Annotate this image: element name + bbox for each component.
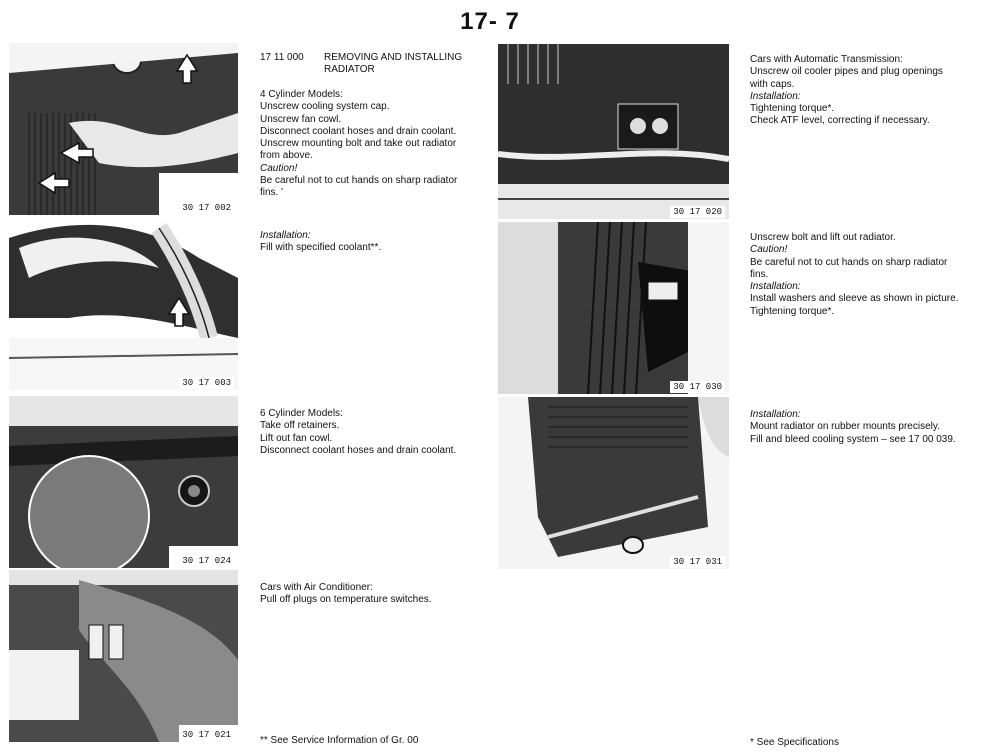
figure-radiator-top (9, 43, 238, 215)
figure-air-conditioner (9, 570, 238, 742)
text-line: Check ATF level, correcting if necessary. (750, 115, 930, 127)
text-line: Unscrew mounting bolt and take out radiator (260, 138, 457, 150)
section-title-line1: REMOVING AND INSTALLING (324, 52, 463, 63)
figure-ref: 30 17 030 (670, 381, 725, 393)
figure-rubber-mounts (498, 397, 729, 569)
figure-mounting-bolt (498, 222, 729, 394)
section-code: 17 11 000 (260, 52, 304, 63)
figure-ref: 30 17 031 (670, 556, 725, 568)
text-line: Unscrew bolt and lift out radiator. (750, 232, 896, 243)
figure-ref: 30 17 020 (670, 206, 725, 218)
text-line: 6 Cylinder Models: (260, 408, 343, 419)
text-line: Tightening torque*. (750, 305, 835, 317)
text-line: Install washers and sleeve as shown in picture. (750, 293, 959, 305)
page-number: 17- 7 (460, 8, 520, 35)
figure-ref: 30 17 024 (179, 555, 234, 567)
mounting-instructions (750, 409, 956, 446)
figure-six-cylinder (9, 396, 238, 568)
text-line: Unscrew cooling system cap. (260, 101, 390, 113)
figure-ref: 30 17 003 (179, 377, 234, 389)
text-line: from above. (260, 150, 313, 162)
text-line: Be careful not to cut hands on sharp radiator (750, 256, 948, 268)
six-cylinder-illustration (9, 396, 238, 568)
footnote-specifications: * See Specifications (750, 737, 839, 748)
rubber-mounts-illustration (498, 397, 729, 569)
installation-label: Installation: (750, 90, 801, 102)
air-conditioner-illustration (9, 570, 238, 742)
figure-ref: 30 17 002 (179, 202, 234, 214)
six-cylinder-instructions (260, 408, 456, 457)
text-line: Unscrew oil cooler pipes and plug openings (750, 66, 943, 78)
text-line: Disconnect coolant hoses and drain coolant. (260, 444, 457, 456)
installation-label: Installation: (750, 281, 801, 293)
text-line: Cars with Automatic Transmission: (750, 54, 903, 65)
text-line: Cars with Air Conditioner: (260, 582, 373, 593)
fan-cowl-illustration (9, 218, 238, 390)
figure-ref: 30 17 021 (179, 729, 234, 741)
mounting-bolt-illustration (498, 222, 729, 394)
text-line: Fill and bleed cooling system – see 17 00 039. (750, 433, 956, 445)
four-cylinder-instructions (260, 89, 457, 200)
installation-label: Installation: (750, 409, 801, 420)
bolt-removal-instructions (750, 232, 958, 318)
text-line: with caps. (750, 78, 795, 90)
text-line: Disconnect coolant hoses and drain coolant. (260, 125, 457, 137)
oil-cooler-illustration (498, 44, 729, 219)
text-line: fins. (750, 268, 769, 280)
footnote-service-info: ** See Service Information of Gr. 00 (260, 735, 419, 746)
radiator-top-illustration (9, 43, 238, 215)
text-line: Take off retainers. (260, 420, 340, 432)
text-line: Fill with specified coolant**. (260, 242, 382, 254)
text-line: Mount radiator on rubber mounts precisely. (750, 421, 940, 433)
section-title-line2: RADIATOR (324, 64, 375, 76)
installation-label: Installation: (260, 230, 311, 241)
caution-label: Caution! (750, 244, 788, 256)
figure-fan-cowl (9, 218, 238, 390)
text-line: Pull off plugs on temperature switches. (260, 594, 432, 606)
installation-coolant (260, 230, 381, 255)
text-line: 4 Cylinder Models: (260, 89, 343, 100)
text-line: Tightening torque*. (750, 103, 835, 115)
air-conditioner-instructions (260, 582, 432, 607)
automatic-transmission-instructions (750, 54, 943, 128)
text-line: Unscrew fan cowl. (260, 113, 342, 125)
text-line: Be careful not to cut hands on sharp radiator (260, 175, 458, 187)
text-line: fins. ' (260, 187, 284, 199)
text-line: Lift out fan cowl. (260, 432, 333, 444)
caution-label: Caution! (260, 162, 298, 174)
figure-oil-cooler (498, 44, 729, 219)
section-heading (260, 52, 462, 77)
